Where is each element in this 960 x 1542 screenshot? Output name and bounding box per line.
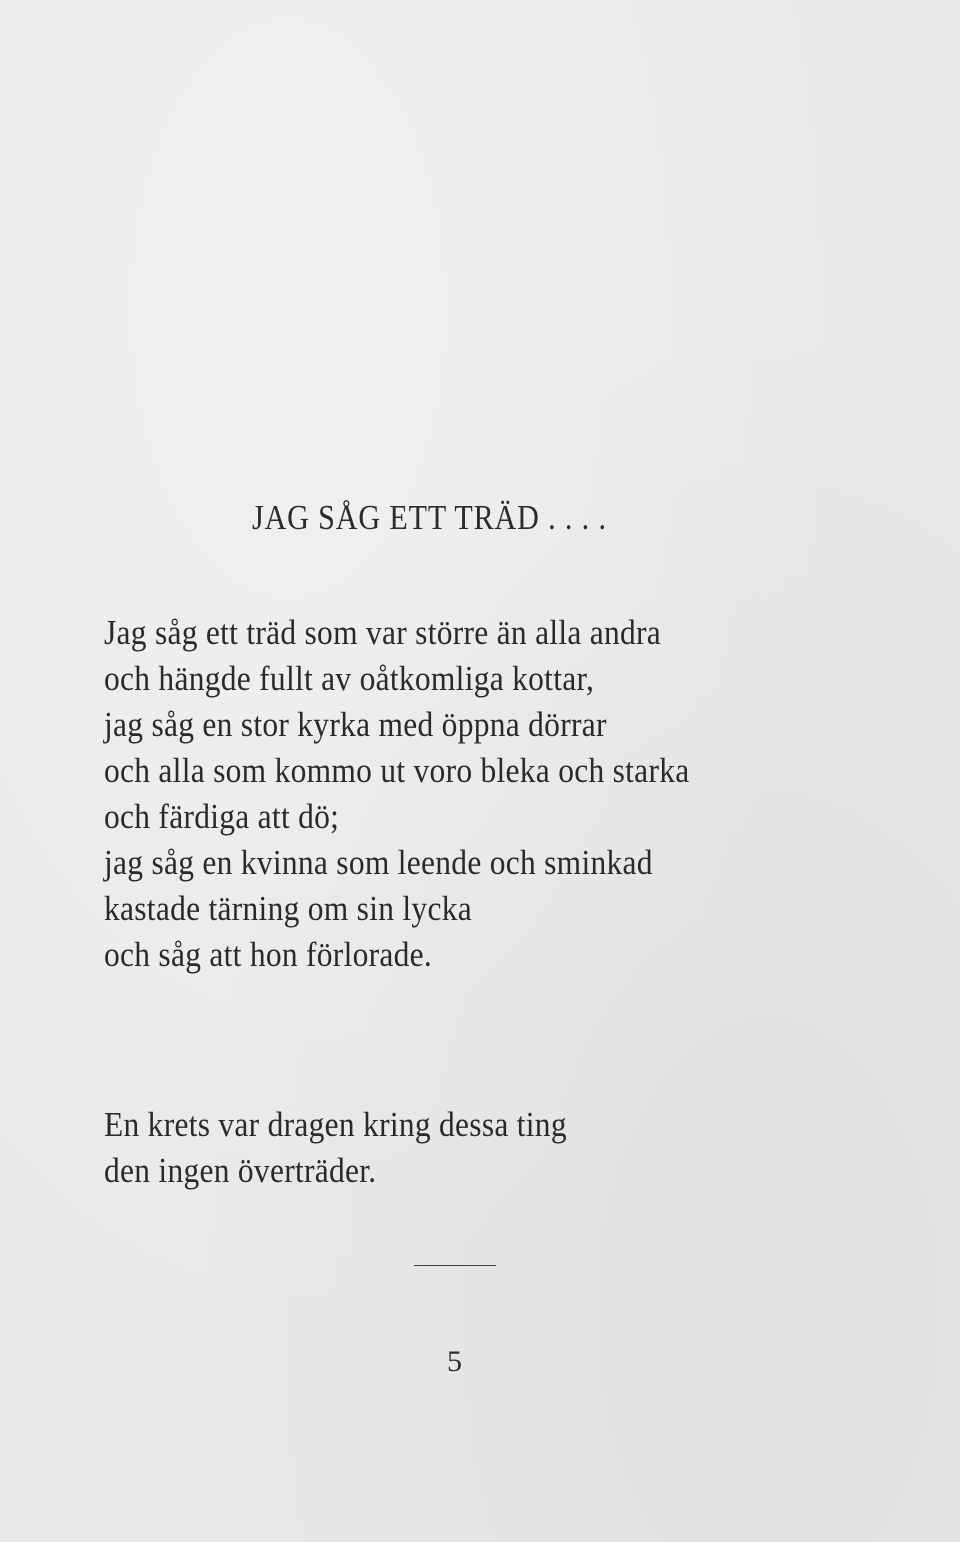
stanza-1	[104, 610, 755, 978]
stanza-2	[104, 1102, 618, 1194]
poem-line: och hängde fullt av oåtkomliga kottar,	[104, 659, 595, 698]
poem-line: kastade tärning om sin lycka	[104, 889, 472, 928]
section-divider	[414, 1265, 496, 1266]
poem-line: jag såg en stor kyrka med öppna dörrar	[104, 705, 607, 744]
poem-line: och såg att hon förlorade.	[104, 935, 433, 974]
page-number: 5	[447, 1345, 462, 1378]
poem-line: och färdiga att dö;	[104, 797, 340, 836]
poem-line: och alla som kommo ut voro bleka och starka	[104, 751, 690, 790]
poem-title: JAG SÅG ETT TRÄD . . . .	[252, 498, 607, 537]
poem-line: En krets var dragen kring dessa ting	[104, 1105, 567, 1144]
poem-line: Jag såg ett träd som var större än alla andra	[104, 613, 662, 652]
poem-line: den ingen överträder.	[104, 1151, 377, 1190]
poem-line: jag såg en kvinna som leende och sminkad	[104, 843, 653, 882]
